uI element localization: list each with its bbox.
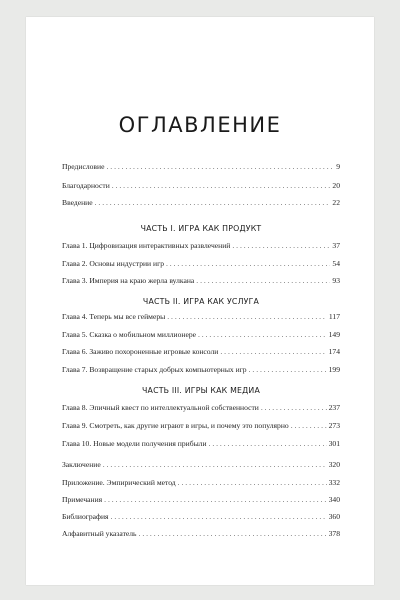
toc-entry-page: 273 [328,421,340,431]
toc-entry-label: Благодарности [62,181,110,191]
page-title: ОГЛАВЛЕНИЕ [118,113,282,137]
toc-entry-label: Приложение. Эмпирический метод [62,478,176,488]
dot-leader [196,277,330,285]
toc-entry-page: 237 [328,403,340,413]
dot-leader [249,366,327,374]
toc-entry [62,437,340,448]
dot-leader [178,479,327,487]
toc-entry-page: 320 [328,460,340,470]
toc-entry-label: Введение [62,198,93,208]
toc-entry-label: Алфавитный указатель [62,529,137,539]
dot-leader [209,440,327,448]
dot-leader [111,513,327,521]
toc-entry-label: Глава 6. Заживо похороненные игровые консоли [62,347,219,357]
toc-entry-page: 199 [328,365,340,375]
toc-entry-label: Примечания [62,495,103,505]
toc-entry-page: 360 [328,512,340,522]
toc-entry [62,328,340,339]
dot-leader [104,496,326,504]
toc-entry-label: Предисловие [62,162,105,172]
toc-entry-label: Глава 2. Основы индустрии игр [62,259,164,269]
dot-leader [166,260,330,268]
toc-entry-label: Глава 8. Эпичный квест по интеллектуальной собственности [62,403,259,413]
toc-entry [62,196,340,207]
dot-leader [167,313,327,321]
part-heading: ЧАСТЬ I. ИГРА КАК ПРОДУКТ [140,224,262,233]
toc-entry [62,510,340,521]
dot-leader [232,242,330,250]
toc-entry-page: 54 [332,259,340,269]
toc-entry [62,345,340,356]
book-page [26,17,374,585]
toc-entry [62,493,340,504]
toc-entry-page: 117 [328,312,340,322]
dot-leader [261,404,327,412]
toc-entry-page: 149 [328,330,340,340]
toc-entry-label: Глава 1. Цифровизация интерактивных развлечений [62,241,231,251]
toc-entry [62,310,340,321]
toc-entry-page: 37 [332,241,340,251]
toc-entry-label: Глава 4. Теперь мы все геймеры [62,312,166,322]
toc-entry-label: Глава 10. Новые модели получения прибыли [62,439,207,449]
dot-leader [103,461,327,469]
toc-entry [62,458,340,469]
toc-entry-page: 9 [336,162,340,172]
toc-entry [62,527,340,538]
part-heading: ЧАСТЬ II. ИГРА КАК УСЛУГА [142,297,260,306]
toc-entry-page: 378 [328,529,340,539]
toc-entry [62,179,340,190]
toc-entry [62,160,340,171]
toc-entry-page: 332 [328,478,340,488]
toc-entry [62,239,340,250]
toc-entry-page: 301 [328,439,340,449]
toc-entry-page: 20 [332,181,340,191]
toc-entry-label: Заключение [62,460,101,470]
toc-entry-label: Глава 3. Империя на краю жерла вулкана [62,276,195,286]
dot-leader [220,348,326,356]
toc-entry-page: 340 [328,495,340,505]
toc-entry-label: Библиография [62,512,109,522]
toc-entry-page: 22 [332,198,340,208]
toc-entry [62,257,340,268]
toc-entry [62,274,340,285]
dot-leader [291,422,327,430]
dot-leader [106,163,334,171]
part-heading: ЧАСТЬ III. ИГРЫ КАК МЕДИА [141,386,260,395]
toc-entry-label: Глава 5. Сказка о мобильном миллионере [62,330,196,340]
toc-entry [62,363,340,374]
toc-entry-page: 93 [332,276,340,286]
toc-entry [62,476,340,487]
dot-leader [198,331,327,339]
dot-leader [95,199,331,207]
table-of-contents [62,17,340,585]
toc-entry [62,401,340,412]
dot-leader [112,182,331,190]
toc-entry [62,419,340,430]
toc-entry-label: Глава 7. Возвращение старых добрых компьютерных игр [62,365,247,375]
toc-entry-page: 174 [328,347,340,357]
dot-leader [139,530,327,538]
toc-entry-label: Глава 9. Смотреть, как другие играют в игры, и почему это популярно [62,421,289,431]
